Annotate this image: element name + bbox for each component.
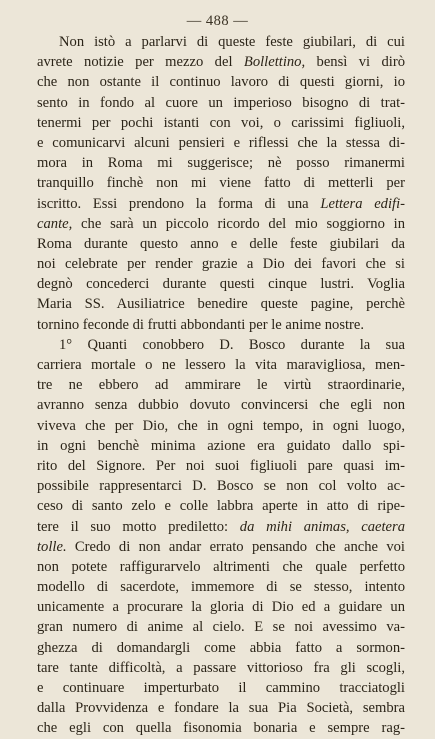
text-line bbox=[37, 315, 405, 335]
body-text bbox=[37, 32, 405, 739]
text-line bbox=[37, 113, 405, 133]
text-segment: tre ne ebbero ad ammirare le virtù straordinarie, bbox=[37, 377, 405, 394]
text-line bbox=[37, 214, 405, 234]
text-line bbox=[37, 32, 405, 52]
text-segment: ceso di santo zelo e colle labbra aperte in atto di ripe- bbox=[37, 498, 405, 515]
text-line bbox=[37, 617, 405, 637]
text-line bbox=[37, 597, 405, 617]
text-segment: bensì vi dirò bbox=[305, 54, 405, 71]
text-segment: e comunicarvi alcuni pensieri e riflessi che la stessa di- bbox=[37, 134, 405, 151]
text-segment: viveva che per Dio, che in ogni tempo, in ogni luogo, bbox=[37, 417, 405, 434]
text-segment: avrete notizie per mezzo del bbox=[37, 54, 244, 71]
text-segment: noi celebrate per render grazie a Dio dei favori che si bbox=[37, 256, 405, 273]
text-segment: modello di sacerdote, immemore di se stesso, intento bbox=[37, 579, 405, 596]
text-line bbox=[37, 678, 405, 698]
text-line bbox=[37, 335, 405, 355]
text-segment: tere il suo motto prediletto: bbox=[37, 518, 240, 535]
text-line bbox=[37, 375, 405, 395]
text-line bbox=[37, 557, 405, 577]
text-segment: e continuare imperturbato il cammino tracciatogli bbox=[37, 680, 405, 696]
text-segment: ghezza di domandargli come abbia fatto a sormon- bbox=[37, 639, 405, 656]
text-line bbox=[37, 173, 405, 193]
text-line bbox=[37, 72, 405, 92]
text-segment: tare tante difficoltà, a passare vittorioso fra gli scogli, bbox=[37, 659, 405, 676]
text-line bbox=[37, 436, 405, 456]
italic-text: da mihi animas, caetera bbox=[239, 518, 405, 535]
text-segment: in ogni benchè minima azione era guidato dallo spi- bbox=[37, 437, 405, 454]
text-line bbox=[37, 234, 405, 254]
text-line bbox=[37, 355, 405, 375]
italic-text: tolle. bbox=[37, 538, 67, 555]
text-line bbox=[37, 93, 405, 113]
italic-text: Lettera edifi- bbox=[320, 195, 405, 212]
text-segment: tranquillo finchè non mi viene fatto di metterli per bbox=[37, 175, 405, 192]
text-segment: non potete raffigurarvelo altrimenti che quale perfetto bbox=[37, 558, 405, 575]
text-segment: tornino feconde di frutti abbondanti per le anime nostre. bbox=[37, 316, 365, 333]
text-line bbox=[37, 254, 405, 274]
italic-text: cante, bbox=[37, 215, 73, 232]
text-line bbox=[37, 577, 405, 597]
text-segment: carriera mortale o ne lessero la vita maravigliosa, men- bbox=[37, 357, 405, 373]
text-segment: che egli con quella fisonomia bonaria e sempre rag- bbox=[37, 720, 405, 737]
text-line bbox=[37, 274, 405, 294]
text-line bbox=[37, 537, 405, 557]
text-segment: gran numero di anime al cielo. E se noi avessimo va- bbox=[37, 619, 405, 636]
text-segment: unicamente a procurare la gloria di Dio ed a guidare un bbox=[37, 599, 405, 616]
text-line bbox=[37, 658, 405, 678]
text-line bbox=[37, 496, 405, 516]
text-segment: Non istò a parlarvi di queste feste giubilari, di cui bbox=[59, 34, 405, 50]
text-line bbox=[37, 395, 405, 415]
text-segment: sento in fondo al cuore un imperioso bisogno di trat- bbox=[37, 94, 405, 111]
text-line bbox=[37, 133, 405, 153]
text-line bbox=[37, 52, 405, 72]
text-segment: che non ostante il continuo lavoro di questi giorni, io bbox=[37, 74, 405, 91]
text-line bbox=[37, 718, 405, 738]
text-segment: che sarà un piccolo ricordo del mio soggiorno in bbox=[72, 215, 405, 232]
text-line bbox=[37, 294, 405, 314]
text-segment: dalla Provvidenza e fondare la sua Pia Società, sembra bbox=[37, 700, 405, 717]
text-line bbox=[37, 153, 405, 173]
text-segment: tenermi per pochi istanti con voi, o carissimi figliuoli, bbox=[37, 114, 405, 131]
text-line bbox=[37, 194, 405, 214]
text-line bbox=[37, 416, 405, 436]
text-segment: 1° Quanti conobbero D. Bosco durante la sua bbox=[59, 336, 405, 353]
text-segment: avranno senza dubbio dovuto convincersi che egli non bbox=[37, 397, 405, 414]
text-segment: possibile rappresentarci D. Bosco se non col volto ac- bbox=[37, 478, 405, 495]
italic-text: Bollettino, bbox=[243, 54, 306, 71]
text-line bbox=[37, 698, 405, 718]
text-line bbox=[37, 476, 405, 496]
text-segment: Credo di non andar errato pensando che anche voi bbox=[66, 538, 405, 555]
text-segment: rito del Signore. Per noi suoi figliuoli pare quasi im- bbox=[37, 457, 405, 474]
text-segment: iscritto. Essi prendono la forma di una bbox=[37, 195, 321, 212]
page-number-header: — 488 — bbox=[186, 13, 249, 29]
text-line bbox=[37, 456, 405, 476]
text-segment: degnò concederci durante questi cinque lustri. Voglia bbox=[37, 276, 405, 293]
text-segment: Roma durante questo anno e delle feste giubilari da bbox=[37, 235, 405, 252]
text-segment: mora in Roma mi suggerisce; nè posso rimanermi bbox=[37, 155, 405, 172]
text-line bbox=[37, 517, 405, 537]
text-segment: Maria SS. Ausiliatrice benedire queste pagine, perchè bbox=[37, 296, 405, 313]
text-line bbox=[37, 638, 405, 658]
